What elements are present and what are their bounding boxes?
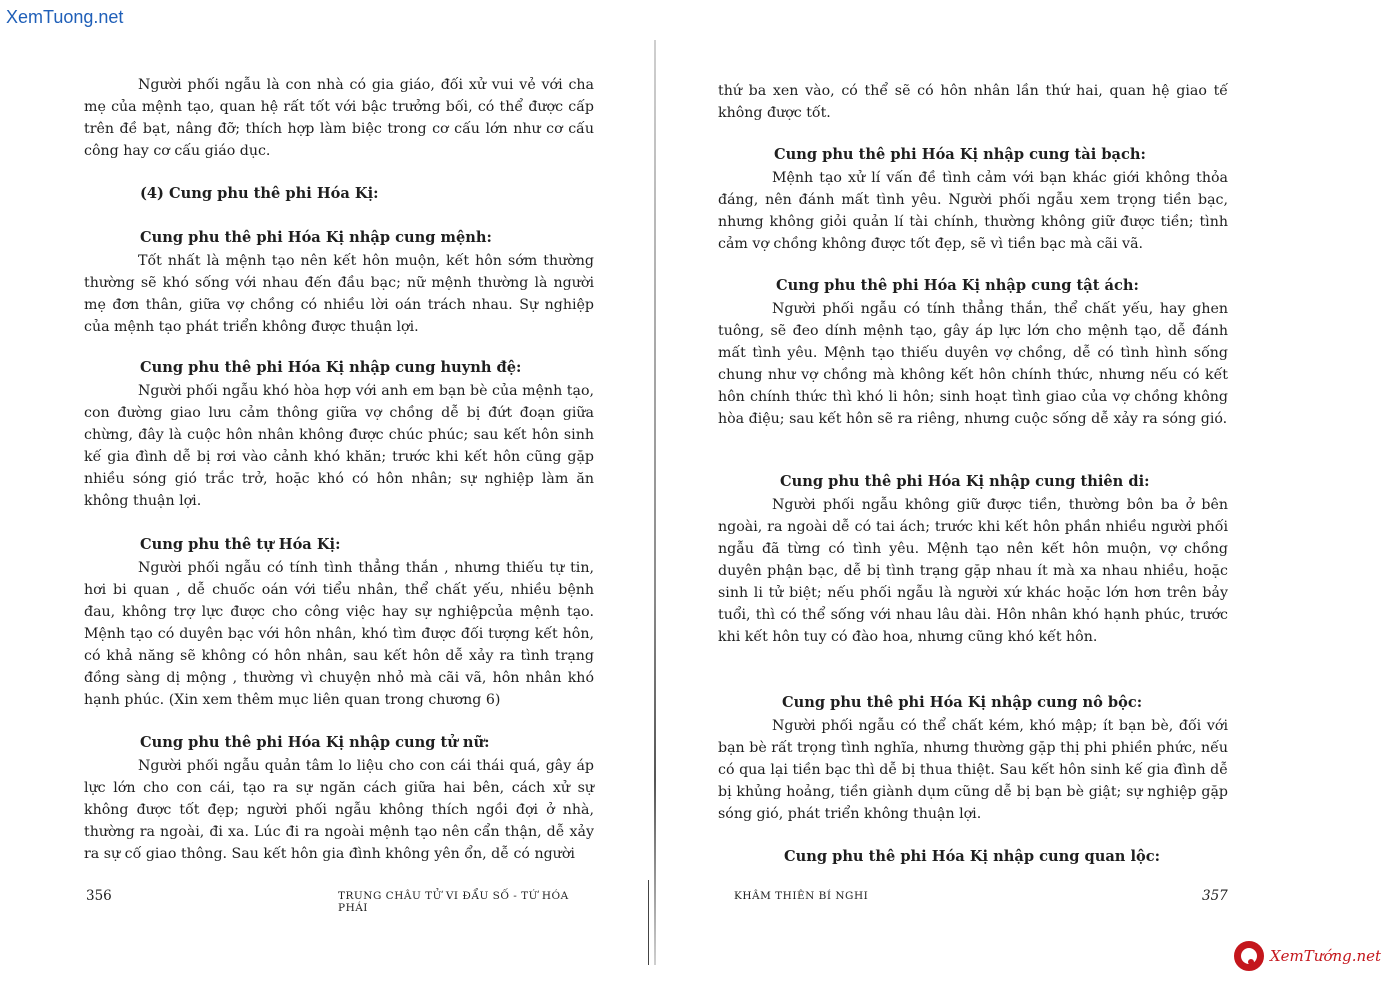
left-s4-body: Người phối ngẫu quản tâm lo liệu cho con cái thái quá, gây áp lực lớn cho con cái, tạo ra sự ngăn cách giữa hai bên, cách xử sự không được tốt đẹp; người phối ngẫu không thích ngồi đợi ở nhà, thường ra ngoài, đi xa. Lúc đi ra ngoài mệnh tạo nên cẩn thận, dễ xảy ra sự cố giao thông. Sau kết hôn gia đình không yên ổn, dễ có người — [84, 758, 594, 862]
right-intro: thứ ba xen vào, có thể sẽ có hôn nhân lần thứ hai, quan hệ giao tế không được tốt. — [718, 83, 1228, 121]
left-s1-heading: Cung phu thê phi Hóa Kị nhập cung mệnh: — [140, 229, 492, 246]
right-s3-heading: Cung phu thê phi Hóa Kị nhập cung thiên di: — [780, 473, 1150, 490]
left-section-title: (4) Cung phu thê phi Hóa Kị: — [140, 185, 379, 202]
yin-yang-icon — [1234, 941, 1264, 971]
right-s3-body: Người phối ngẫu không giữ được tiền, thường bôn ba ở bên ngoài, ra ngoài dễ có tai ách; trước khi kết hôn phần nhiều người phối ngẫu đã từng có tình yêu. Mệnh tạo nên kết hôn muộn, vợ chồng duyên phận bạc, dễ bị tình trạng gặp nhau ít mà xa nhau nhiều, hoặc sinh li tử biệt; nếu phối ngẫu là người xứ khác hoặc lớn hơn trên bảy tuổi, thì có thể sống với nhau lâu dài. Hôn nhân khó hạnh phúc, trước khi kết hôn tuy có đào hoa, nhưng cũng khó kết hôn. — [718, 497, 1228, 645]
left-s1-body: Tốt nhất là mệnh tạo nên kết hôn muộn, kết hôn sớm thường thường sẽ khó sống với nhau đến đầu bạc; nữ mệnh thường là người mẹ đơn thân, giữa vợ chồng có nhiều lời oán trách nhau. Sự nghiệp của mệnh tạo phát triển không được thuận lợi. — [84, 253, 594, 335]
right-s4-body: Người phối ngẫu có thể chất kém, khó mập; ít bạn bè, đối với bạn bè rất trọng tình nghĩa, nhưng thường gặp thị phi phiền phức, nếu có qua lại tiền bạc thì dễ bị thua thiệt. Sau kết hôn sinh kế gia đình dễ bị khủng hoảng, tiền giành dụm cũng dễ bị bạn bè giật; sự nghiệp gặp sóng gió, phát triển không thuận lợi. — [718, 718, 1228, 822]
right-s2-body: Người phối ngẫu có tính thẳng thắn, thể chất yếu, hay ghen tuông, sẽ đeo dính mệnh tạo, gây áp lực lớn cho mệnh tạo, dễ đánh mất tình yêu. Mệnh tạo thiếu duyên vợ chồng, dễ có tình hình sống chung như vợ chồng mà không kết hôn chính thức, nhưng nếu có kết hôn chính thức thì khó li hôn; sinh hoạt tình giao của vợ chồng không hòa điệu; sau kết hôn sẽ ra riêng, nhưng cuộc sống dễ xảy ra sóng gió. — [718, 301, 1228, 427]
right-s1-heading: Cung phu thê phi Hóa Kị nhập cung tài bạch: — [774, 146, 1146, 163]
left-s2-heading: Cung phu thê phi Hóa Kị nhập cung huynh đệ: — [140, 359, 522, 376]
left-page-number: 356 — [86, 888, 112, 904]
left-s2-body: Người phối ngẫu khó hòa hợp với anh em bạn bè của mệnh tạo, con đường giao lưu cảm thông giữa vợ chồng dễ bị đứt đoạn giữa chừng, đây là cuộc hôn nhân không được chúc phúc; sau kết hôn sinh kế gia đình dễ bị rơi vào cảnh khó khăn; trước khi kết hôn cũng gặp nhiều sóng gió trắc trở, hoặc khó có hôn nhân; sự nghiệp làm ăn không thuận lợi. — [84, 383, 594, 509]
right-s2-heading: Cung phu thê phi Hóa Kị nhập cung tật ách: — [776, 277, 1139, 294]
left-s3-heading: Cung phu thê tự Hóa Kị: — [140, 536, 341, 553]
left-intro: Người phối ngẫu là con nhà có gia giáo, đối xử vui vẻ với cha mẹ của mệnh tạo, quan hệ rất tốt với bậc trưởng bối, có thể được cấp trên đề bạt, nâng đỡ; thích hợp làm biệc trong cơ cấu lớn như cơ cấu công hay cơ cấu giáo dục. — [84, 77, 594, 159]
book-gutter — [654, 40, 656, 965]
left-s4-heading: Cung phu thê phi Hóa Kị nhập cung tử nữ: — [140, 734, 490, 751]
watermark-logo[interactable] — [1234, 937, 1390, 977]
right-s5-heading: Cung phu thê phi Hóa Kị nhập cung quan lộc: — [784, 848, 1161, 865]
logo-text: XemTướng.net — [1270, 947, 1382, 965]
right-s4-heading: Cung phu thê phi Hóa Kị nhập cung nô bộc: — [782, 694, 1143, 711]
right-running-title: KHÂM THIÊN BÍ NGHI — [734, 890, 869, 902]
site-label[interactable]: XemTuong.net — [6, 7, 124, 27]
left-s3-body: Người phối ngẫu có tính tình thẳng thắn , nhưng thiếu tự tin, hơi bi quan , dễ chuốc oán với tiểu nhân, thể chất yếu, nhiều bệnh đau, không trợ lực được cho công việc hay sự nghiệpcủa mệnh tạo. Mệnh tạo có duyên bạc với hôn nhân, khó tìm được đối tượng kết hôn, có khả năng sẽ không có hôn nhân, sau kết hôn dễ xảy ra tình trạng đồng sàng dị mộng , thường vì chuyện nhỏ mà cãi vã, hôn nhân khó hạnh phúc. (Xin xem thêm mục liên quan trong chương 6) — [84, 560, 594, 708]
book-gutter-shadow — [648, 880, 649, 965]
right-page-number: 357 — [1202, 888, 1228, 904]
left-running-title: TRUNG CHÂU TỬ VI ĐẨU SỐ - TỨ HÓA PHÁI — [338, 890, 569, 914]
right-s1-body: Mệnh tạo xử lí vấn đề tình cảm với bạn khác giới không thỏa đáng, nên đánh mất tình yêu. Người phối ngẫu xem trọng tiền bạc, nhưng không giỏi quản lí tài chính, thường không giữ được tiền; tình cảm vợ chồng không được tốt đẹp, sẽ vì tiền bạc mà cãi vã. — [718, 170, 1228, 252]
